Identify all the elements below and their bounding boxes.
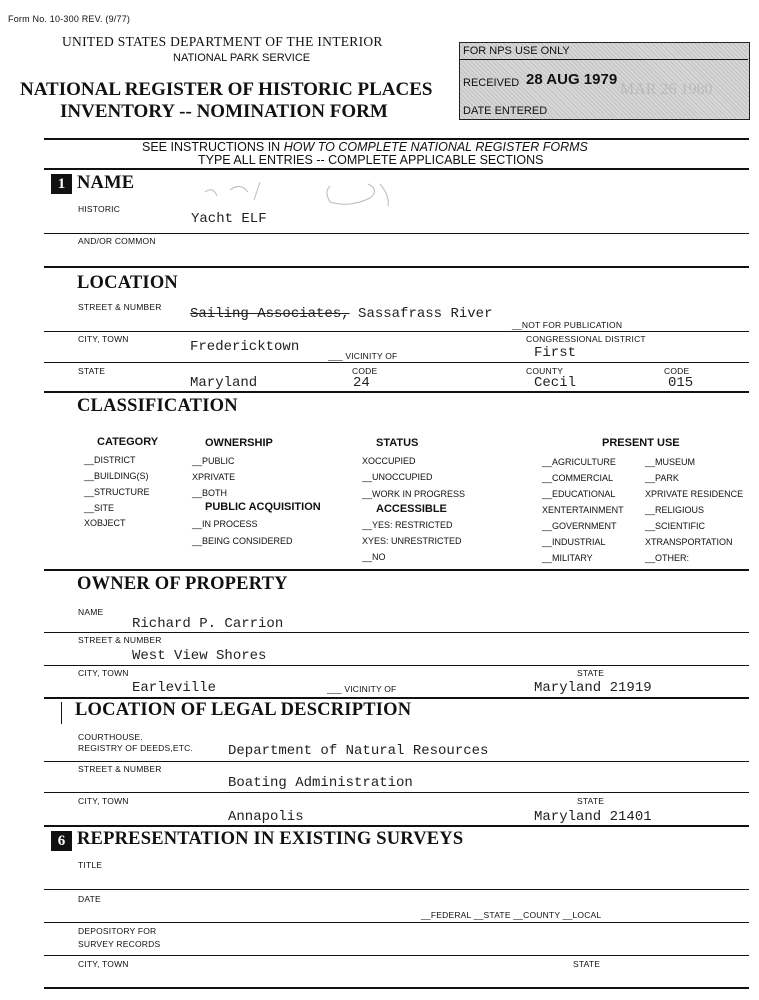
owner-name-value: Richard P. Carrion <box>132 616 284 632</box>
use-option-checked[interactable]: XENTERTAINMENT <box>542 505 624 515</box>
depository-label: DEPOSITORY FOR <box>78 926 157 936</box>
ownership-header: OWNERSHIP <box>205 437 273 449</box>
state-code-value: 24 <box>353 375 370 391</box>
accessible-option-checked[interactable]: XYES: UNRESTRICTED <box>362 536 462 546</box>
street-text: Sassafrass River <box>349 306 493 322</box>
legal-city-label: CITY, TOWN <box>78 796 129 806</box>
county-label: COUNTY <box>526 366 564 376</box>
department-name: UNITED STATES DEPARTMENT OF THE INTERIOR <box>62 34 383 49</box>
owner-street-value: West View Shores <box>132 648 267 664</box>
location-city-label: CITY, TOWN <box>78 334 129 344</box>
section-name-heading: NAME <box>77 173 135 193</box>
use-option[interactable]: __AGRICULTURE <box>542 457 616 467</box>
nps-heading: FOR NPS USE ONLY <box>463 45 570 57</box>
location-vicinity: ___ VICINITY OF <box>328 351 398 361</box>
street-struck-text: Sailing Associates, <box>190 306 350 322</box>
common-name-label: AND/OR COMMON <box>78 236 156 246</box>
category-option[interactable]: __SITE <box>84 503 115 513</box>
acquisition-option[interactable]: __IN PROCESS <box>192 519 258 529</box>
owner-state-value: Maryland 21919 <box>534 680 652 696</box>
form-number: Form No. 10-300 REV. (9/77) <box>8 14 131 24</box>
faint-date-stamp: MAR 26 1980 <box>620 81 713 98</box>
use-option-checked[interactable]: XPRIVATE RESIDENCE <box>645 489 744 499</box>
survey-levels: __FEDERAL __STATE __COUNTY __LOCAL <box>421 910 602 920</box>
location-street-label: STREET & NUMBER <box>78 302 162 312</box>
location-state-value: Maryland <box>190 375 258 391</box>
survey-records-label: SURVEY RECORDS <box>78 939 161 949</box>
owner-city-value: Earleville <box>132 680 217 696</box>
registry-label: REGISTRY OF DEEDS,ETC. <box>78 743 194 753</box>
courthouse-value: Department of Natural Resources <box>228 743 489 759</box>
handwritten-annotation <box>200 172 430 212</box>
form-title-line1: NATIONAL REGISTER OF HISTORIC PLACES <box>20 79 433 100</box>
congressional-district-label: CONGRESSIONAL DISTRICT <box>526 334 646 344</box>
use-option[interactable]: __COMMERCIAL <box>542 473 614 483</box>
received-label: RECEIVED <box>463 77 520 89</box>
acquisition-option[interactable]: __BEING CONSIDERED <box>192 536 293 546</box>
survey-title-label: TITLE <box>78 860 103 870</box>
use-option[interactable]: __PARK <box>645 473 679 483</box>
use-option[interactable]: __GOVERNMENT <box>542 521 617 531</box>
congressional-district-value: First <box>534 345 577 361</box>
category-option[interactable]: __BUILDING(S) <box>84 471 149 481</box>
instructions-line1 <box>142 140 588 154</box>
received-stamp: 28 AUG 1979 <box>526 71 618 88</box>
location-city-value: Fredericktown <box>190 339 300 355</box>
instructions-prefix: SEE INSTRUCTIONS IN <box>142 140 284 154</box>
ownership-option[interactable]: __PUBLIC <box>192 456 235 466</box>
section-owner-heading: OWNER OF PROPERTY <box>77 574 288 594</box>
section-number-1: 1 <box>51 174 72 194</box>
legal-city-value: Annapolis <box>228 809 304 825</box>
use-option[interactable]: __MILITARY <box>542 553 593 563</box>
owner-city-label: CITY, TOWN <box>78 668 129 678</box>
owner-vicinity: ___ VICINITY OF <box>327 684 397 694</box>
use-option[interactable]: __EDUCATIONAL <box>542 489 616 499</box>
owner-state-label: STATE <box>577 668 605 678</box>
public-acquisition-header: PUBLIC ACQUISITION <box>205 501 321 513</box>
category-option[interactable]: __DISTRICT <box>84 455 136 465</box>
present-use-header: PRESENT USE <box>602 437 680 449</box>
category-option-checked[interactable]: XOBJECT <box>84 518 126 528</box>
status-option[interactable]: __UNOCCUPIED <box>362 472 433 482</box>
status-option[interactable]: __WORK IN PROGRESS <box>362 489 466 499</box>
accessible-option[interactable]: __YES: RESTRICTED <box>362 520 453 530</box>
instructions-form-ref: HOW TO COMPLETE NATIONAL REGISTER FORMS <box>283 140 588 154</box>
owner-name-label: NAME <box>78 607 104 617</box>
legal-street-label: STREET & NUMBER <box>78 764 162 774</box>
instructions-line2: TYPE ALL ENTRIES -- COMPLETE APPLICABLE SECTIONS <box>198 153 544 167</box>
accessible-header: ACCESSIBLE <box>376 503 447 515</box>
survey-state-label: STATE <box>573 959 601 969</box>
courthouse-label: COURTHOUSE. <box>78 732 143 742</box>
legal-state-value: Maryland 21401 <box>534 809 652 825</box>
use-option[interactable]: __OTHER: <box>645 553 690 563</box>
historic-name-value: Yacht ELF <box>191 211 267 227</box>
section-surveys-heading: REPRESENTATION IN EXISTING SURVEYS <box>77 829 464 849</box>
category-header: CATEGORY <box>97 436 159 448</box>
use-option[interactable]: __SCIENTIFIC <box>645 521 706 531</box>
location-street-value <box>190 306 492 322</box>
owner-street-label: STREET & NUMBER <box>78 635 162 645</box>
ownership-option-checked[interactable]: XPRIVATE <box>192 472 236 482</box>
survey-date-label: DATE <box>78 894 101 904</box>
use-option-checked[interactable]: XTRANSPORTATION <box>645 537 733 547</box>
county-code-label: CODE <box>664 366 690 376</box>
section-number-6: 6 <box>51 831 72 851</box>
status-option-checked[interactable]: XOCCUPIED <box>362 456 416 466</box>
county-value: Cecil <box>534 375 577 391</box>
category-option[interactable]: __STRUCTURE <box>84 487 150 497</box>
state-code-label: CODE <box>352 366 378 376</box>
ownership-option[interactable]: __BOTH <box>192 488 228 498</box>
date-entered-label: DATE ENTERED <box>463 105 548 117</box>
use-option[interactable]: __INDUSTRIAL <box>542 537 606 547</box>
section-classification-heading: CLASSIFICATION <box>77 396 238 416</box>
section-location-heading: LOCATION <box>77 273 178 293</box>
not-for-publication: __NOT FOR PUBLICATION <box>512 320 623 330</box>
county-code-value: 015 <box>668 375 694 391</box>
legal-state-label: STATE <box>577 796 605 806</box>
survey-city-label: CITY, TOWN <box>78 959 129 969</box>
accessible-option[interactable]: __NO <box>362 552 386 562</box>
legal-street-value: Boating Administration <box>228 775 413 791</box>
location-state-label: STATE <box>78 366 106 376</box>
historic-label: HISTORIC <box>78 204 121 214</box>
nps-use-only-box <box>459 42 750 120</box>
form-title-line2: INVENTORY -- NOMINATION FORM <box>60 101 388 122</box>
use-option[interactable]: __MUSEUM <box>645 457 696 467</box>
status-header: STATUS <box>376 437 419 449</box>
use-option[interactable]: __RELIGIOUS <box>645 505 705 515</box>
section-legal-heading: LOCATION OF LEGAL DESCRIPTION <box>75 700 412 720</box>
service-name: NATIONAL PARK SERVICE <box>173 52 311 64</box>
